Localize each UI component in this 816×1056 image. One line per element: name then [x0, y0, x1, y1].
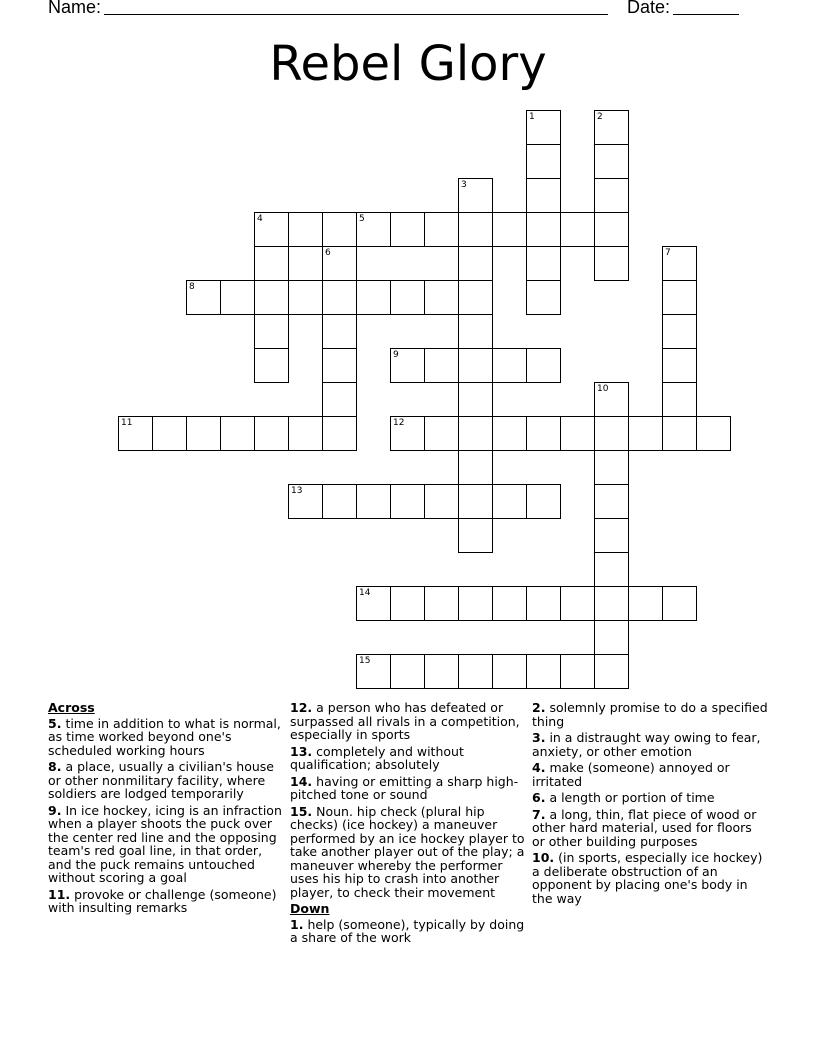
grid-cell[interactable] [526, 280, 561, 315]
grid-cell[interactable] [526, 654, 561, 689]
grid-cell[interactable] [322, 484, 357, 519]
grid-cell[interactable] [492, 654, 527, 689]
grid-cell[interactable] [458, 450, 493, 485]
across-clue: 14. having or emitting a sharp high-pitched tone or sound [290, 773, 519, 802]
grid-cell[interactable] [458, 348, 493, 383]
grid-cell[interactable] [254, 280, 289, 315]
grid-cell[interactable] [594, 654, 629, 689]
grid-cell[interactable] [526, 246, 561, 281]
grid-cell[interactable] [594, 110, 629, 145]
grid-cell[interactable] [458, 314, 493, 349]
grid-cell[interactable] [594, 144, 629, 179]
grid-cell[interactable] [628, 416, 663, 451]
clue-number: 10 [597, 384, 609, 394]
grid-cell[interactable] [662, 382, 697, 417]
clue-number: 5 [359, 214, 365, 224]
clues-column-1 [48, 701, 284, 918]
down-clue: 3. in a distraught way owing to fear, anxiety, or other emotion [532, 730, 761, 759]
grid-cell[interactable] [458, 280, 493, 315]
grid-cell[interactable] [118, 416, 153, 451]
grid-cell[interactable] [424, 348, 459, 383]
grid-cell[interactable] [220, 416, 255, 451]
grid-cell[interactable] [662, 348, 697, 383]
across-clue: 15. Noun. hip check (plural hip checks) (ice hockey) a maneuver performed by an ice hockey player to take another player out of the play; a maneuver whereby the performer uses his hip to crash into another player, to check their movement [290, 803, 525, 900]
clues-column-2 [290, 701, 526, 948]
grid-cell[interactable] [458, 416, 493, 451]
down-heading: Down [290, 901, 330, 916]
grid-cell[interactable] [560, 416, 595, 451]
grid-cell[interactable] [186, 416, 221, 451]
clue-number: 8 [189, 282, 195, 292]
grid-cell[interactable] [526, 348, 561, 383]
grid-cell[interactable] [594, 586, 629, 621]
grid-cell[interactable] [526, 178, 561, 213]
down-clue: 10. (in sports, especially ice hockey) a deliberate obstruction of an opponent by placing one's body in the way [532, 850, 763, 906]
grid-cell[interactable] [390, 654, 425, 689]
down-clue: 7. a long, thin, flat piece of wood or other hard material, used for floors or other building purposes [532, 806, 757, 849]
grid-cell[interactable] [424, 280, 459, 315]
grid-cell[interactable] [492, 586, 527, 621]
grid-cell[interactable] [254, 246, 289, 281]
grid-cell[interactable] [594, 450, 629, 485]
clue-number: 2 [597, 112, 603, 122]
grid-cell[interactable] [560, 586, 595, 621]
clue-number: 15 [359, 656, 371, 666]
clue-number: 13 [291, 486, 303, 496]
name-label: Name: [48, 0, 102, 17]
down-clue: 6. a length or portion of time [532, 790, 715, 805]
clue-number: 11 [121, 418, 133, 428]
grid-cell[interactable] [526, 144, 561, 179]
down-clue: 2. solemnly promise to do a specified thing [532, 700, 768, 729]
across-clue: 5. time in addition to what is normal, as time worked beyond one's scheduled working hours [48, 715, 281, 758]
grid-cell[interactable] [492, 484, 527, 519]
grid-cell[interactable] [288, 484, 323, 519]
grid-cell[interactable] [594, 620, 629, 655]
grid-cell[interactable] [390, 280, 425, 315]
grid-cell[interactable] [458, 382, 493, 417]
down-clue: 1. help (someone), typically by doing a share of the work [290, 916, 525, 945]
grid-cell[interactable] [186, 280, 221, 315]
grid-cell[interactable] [594, 484, 629, 519]
clue-number: 9 [393, 350, 399, 360]
grid-cell[interactable] [594, 212, 629, 247]
grid-cell[interactable] [288, 212, 323, 247]
grid-cell[interactable] [220, 280, 255, 315]
grid-cell[interactable] [424, 654, 459, 689]
clue-number: 4 [257, 214, 263, 224]
grid-cell[interactable] [424, 212, 459, 247]
grid-cell[interactable] [254, 348, 289, 383]
grid-cell[interactable] [458, 586, 493, 621]
grid-cell[interactable] [526, 212, 561, 247]
grid-cell[interactable] [662, 280, 697, 315]
grid-cell[interactable] [560, 212, 595, 247]
grid-cell[interactable] [288, 280, 323, 315]
clue-number: 12 [393, 418, 405, 428]
grid-cell[interactable] [322, 280, 357, 315]
clue-number: 1 [529, 112, 535, 122]
grid-cell[interactable] [560, 654, 595, 689]
grid-cell[interactable] [662, 246, 697, 281]
grid-cell[interactable] [390, 348, 425, 383]
across-clue: 12. a person who has defeated or surpassed all rivals in a competition, especially in sports [290, 700, 520, 742]
clue-number: 14 [359, 588, 371, 598]
grid-cell[interactable] [356, 212, 391, 247]
clue-number: 6 [325, 248, 331, 258]
date-label: Date: [627, 0, 671, 17]
grid-cell[interactable] [492, 416, 527, 451]
clue-number: 7 [665, 248, 671, 258]
grid-cell[interactable] [322, 212, 357, 247]
grid-cell[interactable] [628, 586, 663, 621]
grid-cell[interactable] [492, 348, 527, 383]
grid-cell[interactable] [322, 382, 357, 417]
grid-cell[interactable] [322, 348, 357, 383]
grid-cell[interactable] [594, 416, 629, 451]
grid-cell[interactable] [526, 484, 561, 519]
grid-cell[interactable] [322, 246, 357, 281]
grid-cell[interactable] [492, 212, 527, 247]
grid-cell[interactable] [424, 586, 459, 621]
across-clue: 13. completely and without qualification; absolutely [290, 743, 464, 772]
across-clue: 9. In ice hockey, icing is an infraction when a player shoots the puck over the center red line and the opposing team's red goal line, in that order, and the puck remains untouched without scoring a goal [48, 802, 282, 885]
grid-cell[interactable] [594, 518, 629, 553]
grid-cell[interactable] [390, 586, 425, 621]
grid-cell[interactable] [424, 416, 459, 451]
across-clue: 8. a place, usually a civilian's house or other nonmilitary facility, where soldiers are lodged temporarily [48, 759, 274, 801]
across-heading: Across [48, 700, 95, 715]
grid-cell[interactable] [254, 212, 289, 247]
grid-cell[interactable] [594, 382, 629, 417]
grid-cell[interactable] [696, 416, 731, 451]
puzzle-title: Rebel Glory [269, 36, 547, 92]
grid-cell[interactable] [594, 246, 629, 281]
grid-cell[interactable] [458, 518, 493, 553]
grid-cell[interactable] [322, 314, 357, 349]
grid-cell[interactable] [526, 586, 561, 621]
grid-cell[interactable] [594, 178, 629, 213]
grid-cell[interactable] [458, 654, 493, 689]
grid-cell[interactable] [322, 416, 357, 451]
grid-cell[interactable] [594, 552, 629, 587]
clue-number: 3 [461, 180, 467, 190]
grid-cell[interactable] [424, 484, 459, 519]
clues-column-3 [532, 701, 768, 908]
grid-cell[interactable] [458, 178, 493, 213]
grid-cell[interactable] [526, 110, 561, 145]
grid-cell[interactable] [662, 416, 697, 451]
grid-cell[interactable] [390, 484, 425, 519]
grid-cell[interactable] [662, 586, 697, 621]
grid-cell[interactable] [356, 586, 391, 621]
grid-cell[interactable] [356, 484, 391, 519]
grid-cell[interactable] [662, 314, 697, 349]
grid-cell[interactable] [458, 246, 493, 281]
grid-cell[interactable] [458, 212, 493, 247]
grid-cell[interactable] [254, 416, 289, 451]
grid-cell[interactable] [152, 416, 187, 451]
grid-cell[interactable] [458, 484, 493, 519]
grid-cell[interactable] [356, 280, 391, 315]
grid-cell[interactable] [390, 212, 425, 247]
down-clue: 4. make (someone) annoyed or irritated [532, 760, 730, 789]
grid-cell[interactable] [526, 416, 561, 451]
across-clue: 11. provoke or challenge (someone) with insulting remarks [48, 886, 277, 915]
grid-cell[interactable] [254, 314, 289, 349]
grid-cell[interactable] [288, 416, 323, 451]
grid-cell[interactable] [356, 654, 391, 689]
grid-cell[interactable] [390, 416, 425, 451]
